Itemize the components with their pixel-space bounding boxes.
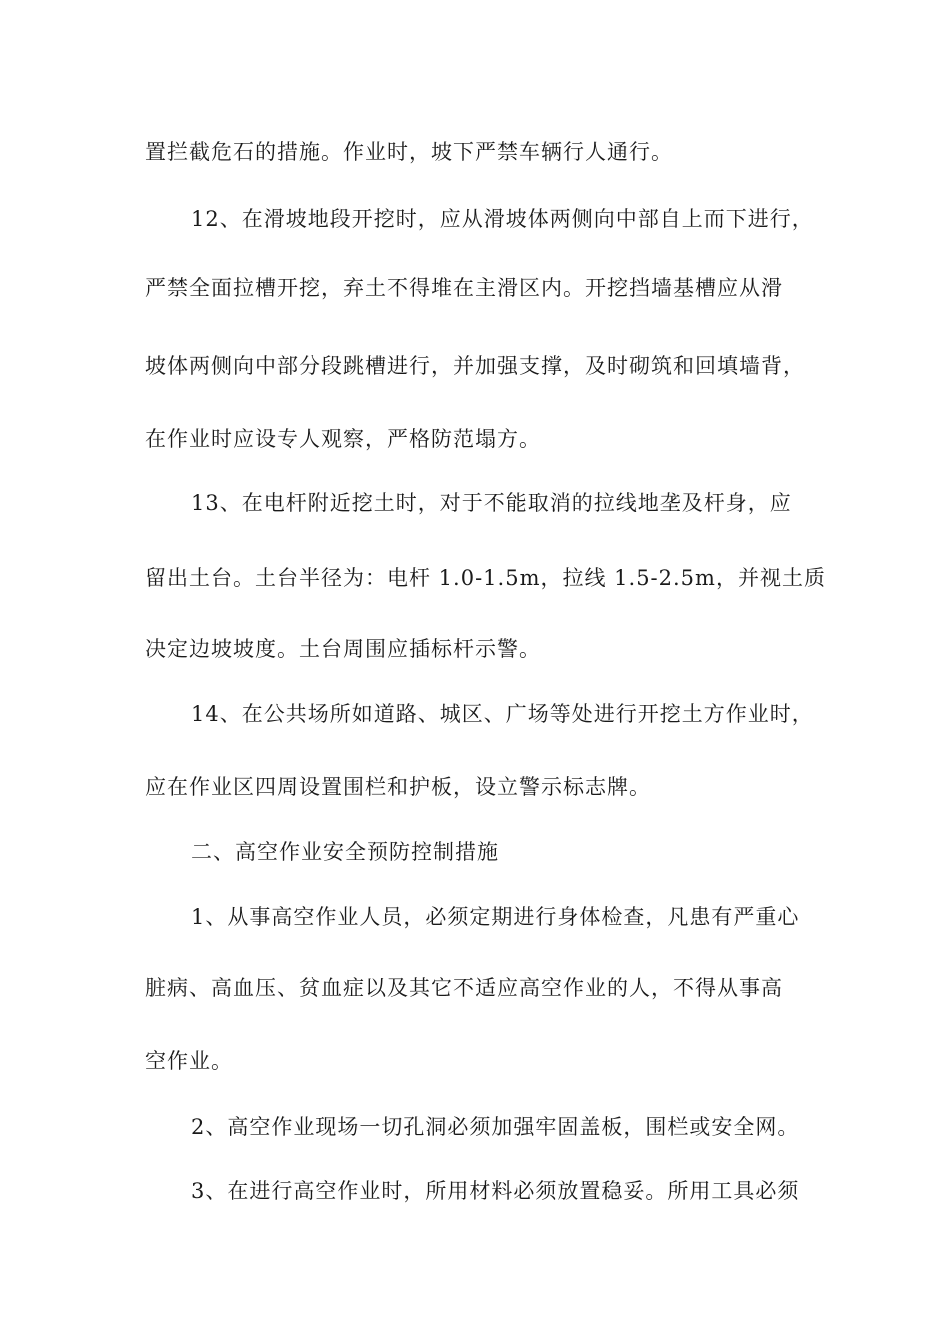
text-line: 置拦截危石的措施。作业时，坡下严禁车辆行人通行。: [145, 140, 673, 164]
text-line: 应在作业区四周设置围栏和护板，设立警示标志牌。: [145, 775, 651, 799]
paragraph-1-start: 1、从事高空作业人员，必须定期进行身体检查，凡患有严重心: [191, 905, 800, 929]
paragraph-12-start: 12、在滑坡地段开挖时，应从滑坡体两侧向中部自上而下进行，: [191, 207, 814, 231]
text-line: 决定边坡坡度。土台周围应插标杆示警。: [145, 637, 541, 661]
paragraph-14-start: 14、在公共场所如道路、城区、广场等处进行开挖土方作业时，: [191, 702, 814, 726]
paragraph-3-start: 3、在进行高空作业时，所用材料必须放置稳妥。所用工具必须: [191, 1179, 800, 1203]
text-line: 留出土台。土台半径为：电杆 1.0-1.5m，拉线 1.5-2.5m，并视土质: [145, 566, 826, 590]
paragraph-13-start: 13、在电杆附近挖土时，对于不能取消的拉线地垄及杆身，应: [191, 491, 792, 515]
paragraph-2: 2、高空作业现场一切孔洞必须加强牢固盖板，围栏或安全网。: [191, 1115, 800, 1139]
section-heading: 二、高空作业安全预防控制措施: [191, 840, 499, 864]
text-line: 在作业时应设专人观察，严格防范塌方。: [145, 427, 541, 451]
text-line: 空作业。: [145, 1049, 233, 1073]
text-line: 坡体两侧向中部分段跳槽进行，并加强支撑，及时砌筑和回填墙背，: [145, 354, 805, 378]
text-line: 脏病、高血压、贫血症以及其它不适应高空作业的人，不得从事高: [145, 976, 783, 1000]
text-line: 严禁全面拉槽开挖，弃土不得堆在主滑区内。开挖挡墙基槽应从滑: [145, 276, 783, 300]
